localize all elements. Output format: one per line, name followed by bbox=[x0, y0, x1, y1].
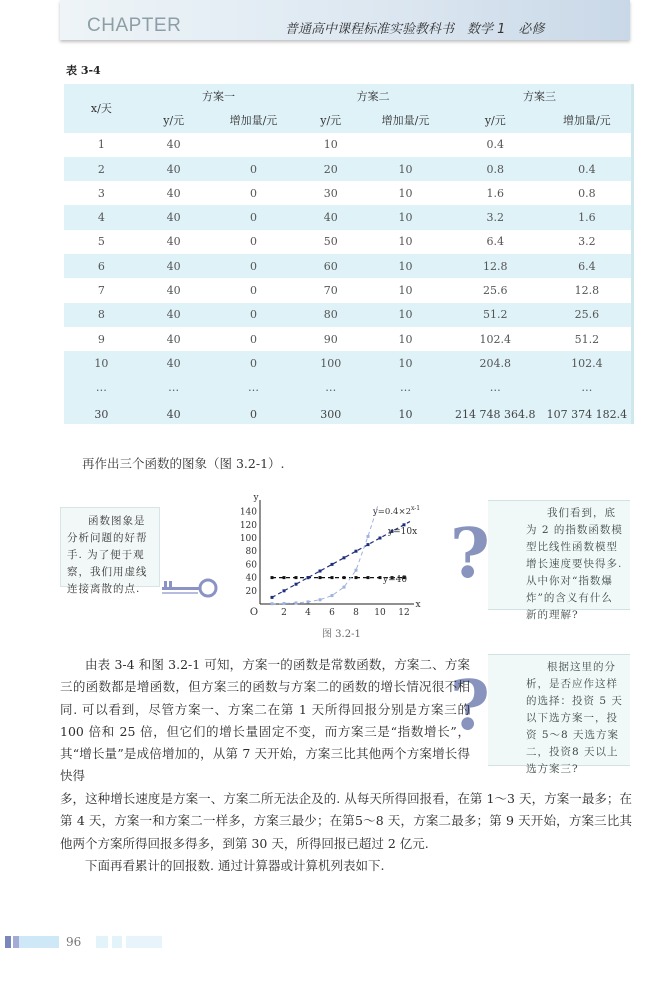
value-cell: 214 748 364.8 bbox=[455, 407, 536, 421]
data-point bbox=[283, 576, 286, 579]
value-cell: 40 bbox=[166, 138, 181, 152]
table-row bbox=[64, 254, 633, 278]
curve-label-linear: y=10x bbox=[388, 527, 418, 537]
table-row bbox=[64, 133, 633, 157]
data-point bbox=[319, 570, 322, 573]
x-tick-label: 2 bbox=[281, 608, 287, 618]
data-point bbox=[367, 543, 370, 546]
value-cell: 0 bbox=[249, 162, 257, 176]
data-point bbox=[355, 550, 358, 553]
value-cell: 102.4 bbox=[571, 356, 603, 370]
value-cell: 1.6 bbox=[578, 211, 596, 225]
value-cell: 40 bbox=[323, 211, 338, 225]
value-cell: 102.4 bbox=[479, 332, 512, 346]
sub-header: y/元 bbox=[163, 114, 185, 128]
value-cell bbox=[209, 133, 299, 157]
question-mark-icon: ? bbox=[450, 666, 490, 746]
paragraph-1-continued: 多，这种增长速度是方案一、方案二所无法企及的. 从每天所得回报看，在第 1～3 天，方案一最多；在第 4 天，方案一和方案二一样多，方案三最少；在第5～8 天，方案二最多；第 9 天开始，方案三比其他两个方案所得回报多得多，到第 30 天，所得回报已超过 2 亿元. bbox=[60, 791, 632, 851]
value-cell: 0.4 bbox=[578, 162, 596, 176]
data-point bbox=[403, 523, 406, 526]
value-cell: 0.8 bbox=[486, 162, 505, 176]
chapter-label: CHAPTER bbox=[87, 15, 182, 36]
data-point bbox=[379, 576, 382, 579]
value-cell: 6.4 bbox=[486, 235, 505, 249]
footer-decoration bbox=[5, 936, 59, 948]
curve-label-exponential: $y=0.4\times 2^{x-1}$ bbox=[373, 505, 421, 517]
y-tick-label: 120 bbox=[239, 520, 257, 531]
value-cell: 0 bbox=[249, 308, 257, 322]
value-cell: 40 bbox=[166, 235, 181, 249]
value-cell: 3.2 bbox=[486, 211, 505, 225]
data-point bbox=[271, 596, 274, 599]
data-point bbox=[271, 576, 274, 579]
table-row bbox=[64, 278, 633, 302]
value-cell: 300 bbox=[320, 407, 342, 421]
table-row bbox=[64, 157, 633, 181]
footer-decoration-right bbox=[96, 936, 162, 948]
table-row bbox=[64, 400, 633, 424]
value-cell: 107 374 182.4 bbox=[546, 407, 628, 421]
day-cell: … bbox=[95, 381, 107, 395]
x-header: x/天 bbox=[64, 84, 139, 133]
value-cell: 40 bbox=[166, 284, 181, 298]
x-tick-label: 8 bbox=[353, 608, 359, 618]
data-point bbox=[295, 601, 298, 604]
table-row bbox=[64, 376, 633, 400]
table-header-row bbox=[64, 84, 633, 108]
x-tick-label: 4 bbox=[305, 608, 311, 618]
value-cell: 40 bbox=[166, 308, 181, 322]
value-cell: 100 bbox=[320, 356, 342, 370]
y-tick-label: 140 bbox=[239, 507, 257, 518]
paragraph-1: 由表 3-4 和图 3.2-1 可知，方案一的函数是常数函数，方案二、方案三的函数都是增函数，但方案三的函数与方案二的函数的增长情况很不相同. 可以看到，尽管方案一、方案二在第 1 天所得回报分别是方案三的 100 倍和 25 倍，但它们的增长量固定不变，而方案三是“指数增长”，其“增长量”是成倍增加的，从第 7 天开始，方案三比其他两个方案增长得快得 bbox=[60, 657, 470, 784]
question-mark-icon: ? bbox=[450, 514, 490, 594]
y-tick-label: 60 bbox=[245, 560, 257, 571]
value-cell: 70 bbox=[323, 284, 338, 298]
value-cell: 10 bbox=[398, 407, 413, 421]
day-cell: 9 bbox=[97, 332, 105, 346]
value-cell: 0 bbox=[249, 356, 257, 370]
data-point bbox=[343, 556, 346, 559]
day-cell: 2 bbox=[97, 162, 105, 176]
x-tick-label: 12 bbox=[398, 608, 410, 618]
data-point bbox=[367, 535, 370, 538]
data-point bbox=[295, 576, 298, 579]
book-title: 普通高中课程标准实验教科书 数学 1 必修 bbox=[285, 22, 545, 37]
value-cell: 80 bbox=[323, 308, 338, 322]
value-cell: 0 bbox=[249, 407, 257, 421]
x-tick-label: 10 bbox=[374, 608, 386, 618]
value-cell: 1.6 bbox=[486, 186, 505, 200]
data-point bbox=[331, 576, 334, 579]
value-cell bbox=[363, 133, 448, 157]
value-cell: 0.4 bbox=[486, 138, 505, 152]
value-cell: 50 bbox=[323, 235, 338, 249]
value-cell: 10 bbox=[398, 186, 413, 200]
value-cell: … bbox=[489, 381, 501, 395]
value-cell: 90 bbox=[323, 332, 338, 346]
value-cell: 10 bbox=[323, 138, 338, 152]
value-cell: 25.6 bbox=[574, 308, 600, 322]
y-tick-label: 40 bbox=[245, 573, 257, 584]
group-header-2: 方案二 bbox=[356, 90, 390, 104]
value-cell: 51.2 bbox=[574, 332, 600, 346]
data-point bbox=[307, 600, 310, 603]
data-table bbox=[64, 84, 634, 424]
page-header bbox=[60, 0, 630, 40]
side-note-question-1 bbox=[488, 500, 630, 621]
table-label: 表 3-4 bbox=[66, 64, 101, 77]
value-cell: 0 bbox=[249, 259, 257, 273]
sub-header: y/元 bbox=[484, 114, 506, 128]
data-point bbox=[271, 602, 274, 605]
value-cell: 0 bbox=[249, 284, 257, 298]
data-point bbox=[331, 594, 334, 597]
value-cell: 3.2 bbox=[578, 235, 596, 249]
note-text: 我们看到，底为 2 的指数函数模型比线性函数模型增长速度要快得多. 从中你对“指数爆炸”的含义有什么新的理解? bbox=[526, 507, 623, 621]
data-point bbox=[319, 598, 322, 601]
x-axis-label: x bbox=[415, 600, 421, 610]
table-row bbox=[64, 327, 633, 351]
value-cell: … bbox=[581, 381, 593, 395]
day-cell: 5 bbox=[97, 235, 105, 249]
value-cell: 10 bbox=[398, 162, 413, 176]
note-text: 根据这里的分析，是否应作这样的选择：投资 5 天以下选方案一，投资 5～8 天选方案二，投资8 天以上选方案三? bbox=[526, 661, 623, 775]
sub-header: 增加量/元 bbox=[381, 114, 430, 128]
y-tick-label: 80 bbox=[245, 547, 257, 558]
sub-header: 增加量/元 bbox=[562, 114, 611, 128]
side-note-question-2 bbox=[488, 654, 630, 775]
value-cell: 25.6 bbox=[483, 284, 508, 298]
key-icon bbox=[160, 577, 220, 599]
value-cell: 12.8 bbox=[483, 259, 508, 273]
value-cell: 10 bbox=[398, 284, 413, 298]
value-cell bbox=[543, 133, 633, 157]
value-cell: 204.8 bbox=[479, 356, 512, 370]
value-cell: 12.8 bbox=[574, 284, 600, 298]
sub-header: 增加量/元 bbox=[229, 114, 278, 128]
value-cell: 0 bbox=[249, 235, 257, 249]
value-cell: 10 bbox=[398, 211, 413, 225]
value-cell: 51.2 bbox=[483, 308, 508, 322]
value-cell: … bbox=[400, 381, 412, 395]
day-cell: 10 bbox=[94, 356, 109, 370]
data-point bbox=[379, 537, 382, 540]
table-row bbox=[64, 303, 633, 327]
figure-caption: 图 3.2-1 bbox=[322, 629, 361, 640]
paragraph-2: 下面再看累计的回报数. 通过计算器或计算机列表如下. bbox=[85, 858, 385, 873]
table-subheader-row bbox=[64, 108, 633, 132]
group-header-3: 方案三 bbox=[522, 90, 556, 104]
table-row bbox=[64, 230, 633, 254]
intro-sentence: 再作出三个函数的图象（图 3.2-1）. bbox=[82, 456, 285, 471]
sub-header: y/元 bbox=[320, 114, 342, 128]
value-cell: 40 bbox=[166, 407, 181, 421]
data-point bbox=[367, 576, 370, 579]
side-note-tip: 函数图象是分析问题的好帮手. 为了便于观察，我们用虚线连接离散的点. bbox=[60, 507, 160, 587]
value-cell: … bbox=[247, 381, 259, 395]
value-cell: 10 bbox=[398, 235, 413, 249]
y-tick-label: 100 bbox=[239, 534, 257, 544]
data-point bbox=[295, 583, 298, 586]
value-cell: 10 bbox=[398, 308, 413, 322]
value-cell: 60 bbox=[323, 259, 338, 273]
value-cell: 40 bbox=[166, 211, 181, 225]
data-point bbox=[343, 576, 346, 579]
day-cell: 1 bbox=[97, 138, 105, 152]
origin-label: O bbox=[249, 607, 259, 618]
value-cell: 40 bbox=[166, 186, 181, 200]
data-point bbox=[319, 576, 322, 579]
data-point bbox=[331, 563, 334, 566]
day-cell: 8 bbox=[97, 308, 105, 322]
data-point bbox=[355, 576, 358, 579]
data-point bbox=[343, 586, 346, 589]
table-row bbox=[64, 205, 633, 229]
data-point bbox=[283, 602, 286, 605]
group-header-1: 方案一 bbox=[202, 90, 236, 104]
table-row bbox=[64, 351, 633, 375]
day-cell: 30 bbox=[94, 407, 109, 421]
value-cell: 10 bbox=[398, 356, 413, 370]
y-axis-label: y bbox=[253, 493, 259, 503]
day-cell: 7 bbox=[97, 284, 105, 298]
value-cell: 10 bbox=[398, 332, 413, 346]
day-cell: 3 bbox=[97, 186, 105, 200]
value-cell: 40 bbox=[166, 259, 181, 273]
value-cell: 20 bbox=[323, 162, 338, 176]
value-cell: 0.8 bbox=[578, 186, 596, 200]
value-cell: 30 bbox=[323, 186, 338, 200]
value-cell: … bbox=[325, 381, 337, 395]
table-row bbox=[64, 181, 633, 205]
value-cell: 0 bbox=[249, 332, 257, 346]
x-tick-label: 6 bbox=[329, 608, 335, 618]
value-cell: 40 bbox=[166, 332, 181, 346]
data-point bbox=[307, 576, 310, 579]
data-point bbox=[283, 589, 286, 592]
value-cell: 6.4 bbox=[578, 259, 596, 273]
page-number: 96 bbox=[66, 935, 82, 949]
y-tick-label: 20 bbox=[245, 586, 257, 597]
value-cell: 0 bbox=[249, 211, 257, 225]
day-cell: 6 bbox=[97, 259, 105, 273]
value-cell: 10 bbox=[398, 259, 413, 273]
curve-label-constant: y=40 bbox=[383, 575, 408, 585]
function-chart bbox=[238, 492, 428, 622]
value-cell: 0 bbox=[249, 186, 257, 200]
day-cell: 4 bbox=[97, 211, 105, 225]
data-point bbox=[355, 569, 358, 572]
value-cell: … bbox=[168, 381, 180, 395]
value-cell: 40 bbox=[166, 162, 181, 176]
value-cell: 40 bbox=[166, 356, 181, 370]
